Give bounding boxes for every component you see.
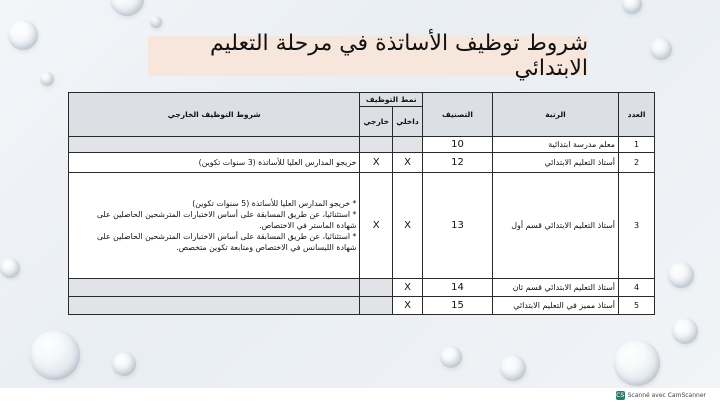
header-class: التصنيف — [423, 93, 493, 137]
row-external — [360, 297, 393, 315]
water-droplet — [110, 0, 144, 16]
row-class: 14 — [423, 279, 493, 297]
row-rank: أستاذ التعليم الابتدائي قسم ثان — [493, 279, 619, 297]
water-droplet — [40, 72, 54, 86]
header-internal: داخلي — [393, 107, 423, 137]
row-rank: أستاذ التعليم الابتدائي — [493, 153, 619, 173]
row-class: 13 — [423, 173, 493, 279]
row-class: 12 — [423, 153, 493, 173]
water-droplet — [440, 346, 462, 368]
row-external — [360, 137, 393, 153]
water-droplet — [500, 355, 526, 381]
condition-line: * استثنائيا، عن طريق المسابقة على أساس الاختبارات المترشحين الحاصلين على — [96, 210, 357, 219]
row-conditions — [69, 153, 360, 173]
row-conditions — [69, 279, 360, 297]
table-row — [69, 173, 655, 279]
camscanner-logo-icon: CS — [616, 392, 625, 399]
row-external: X — [360, 173, 393, 279]
row-internal: X — [393, 153, 423, 173]
row-num: 1 — [619, 137, 655, 153]
water-droplet — [150, 16, 162, 28]
row-internal — [393, 137, 423, 153]
condition-line: خريجو المدارس العليا للأساتذة (3 سنوات تكوين) — [198, 158, 357, 167]
water-droplet — [8, 20, 38, 50]
employment-conditions-table — [68, 92, 655, 315]
condition-line: * خريجو المدارس العليا للأساتذة (5 سنوات تكوين) — [192, 199, 357, 208]
page-title: شروط توظيف الأساتذة في مرحلة التعليم الابتدائي — [210, 31, 588, 81]
condition-line: شهادة الليسانس في الاختصاص ومتابعة تكوين متخصص. — [176, 243, 357, 252]
row-rank: معلم مدرسة ابتدائية — [493, 137, 619, 153]
water-droplet — [650, 38, 672, 60]
water-droplet — [672, 318, 698, 344]
water-droplet — [622, 0, 642, 14]
condition-line: * استثنائيا، عن طريق المسابقة على أساس الاختبارات المترشحين الحاصلين على — [96, 232, 357, 241]
row-conditions — [69, 137, 360, 153]
header-rank: الرتبة — [493, 93, 619, 137]
row-internal: X — [393, 297, 423, 315]
water-droplet — [668, 262, 694, 288]
table-row — [69, 137, 655, 153]
condition-line: شهادة الماستر في الاختصاص. — [259, 221, 357, 230]
header-external: خارجي — [360, 107, 393, 137]
title-banner — [148, 31, 588, 81]
header-mode: نمط التوظيف — [360, 93, 423, 107]
row-num: 2 — [619, 153, 655, 173]
row-rank: أستاذ التعليم الابتدائي قسم أول — [493, 173, 619, 279]
row-internal: X — [393, 173, 423, 279]
header-conditions: شروط التوظيف الخارجي — [69, 93, 360, 137]
water-droplet — [614, 340, 660, 386]
row-external — [360, 279, 393, 297]
row-num: 5 — [619, 297, 655, 315]
header-num: العدد — [619, 93, 655, 137]
row-rank: أستاذ مميز في التعليم الابتدائي — [493, 297, 619, 315]
row-external: X — [360, 153, 393, 173]
table-row — [69, 297, 655, 315]
row-num: 4 — [619, 279, 655, 297]
table-row — [69, 153, 655, 173]
scanner-watermark — [616, 391, 706, 400]
footer-bar — [0, 388, 720, 405]
table-row — [69, 279, 655, 297]
row-internal: X — [393, 279, 423, 297]
scanner-text: Scanné avec CamScanner — [627, 392, 706, 399]
row-conditions — [69, 297, 360, 315]
row-conditions — [69, 173, 360, 279]
water-droplet — [0, 258, 20, 278]
water-droplet — [112, 352, 136, 376]
row-class: 10 — [423, 137, 493, 153]
water-droplet — [30, 330, 80, 380]
row-num: 3 — [619, 173, 655, 279]
row-class: 15 — [423, 297, 493, 315]
